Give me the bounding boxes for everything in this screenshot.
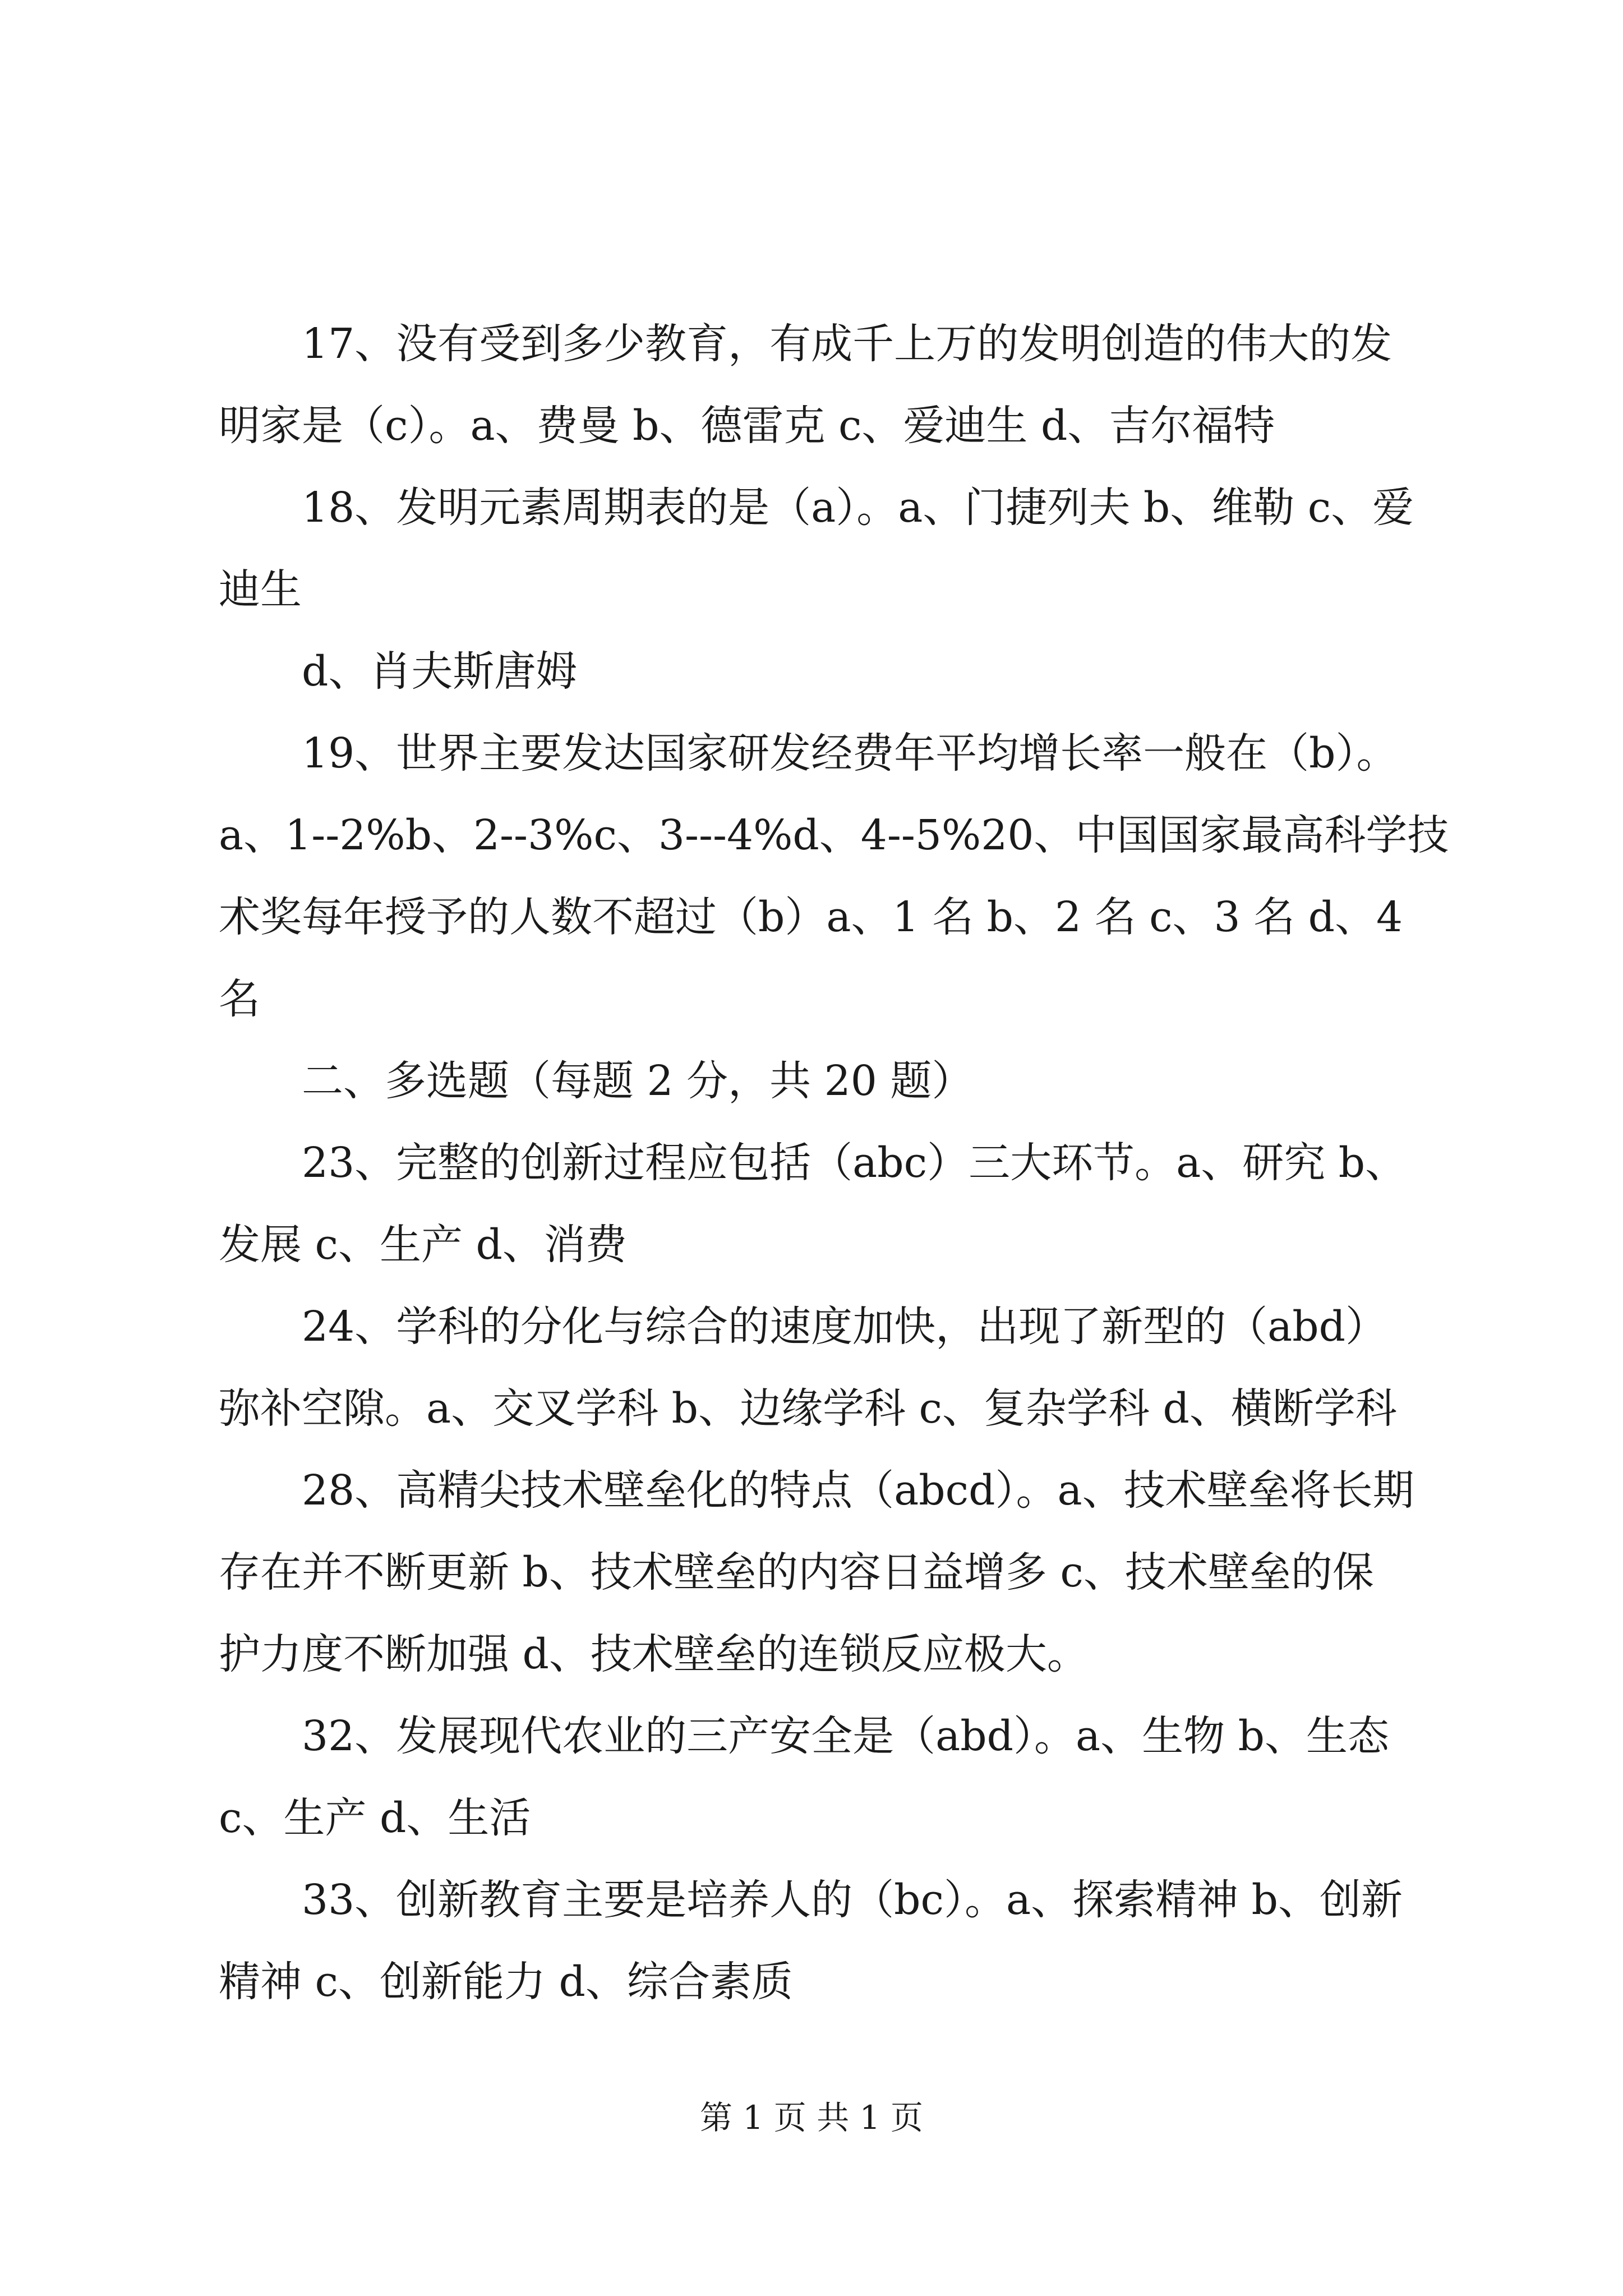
text-line: 32、发展现代农业的三产安全是（abd）。a、生物 b、生态: [302, 1712, 1390, 1760]
text-line: 存在并不断更新 b、技术壁垒的内容日益增多 c、技术壁垒的保: [219, 1548, 1374, 1596]
text-line: 17、没有受到多少教育，有成千上万的发明创造的伟大的发: [302, 320, 1393, 368]
page-footer: 第 1 页 共 1 页: [700, 2099, 923, 2137]
text-line: 二、多选题（每题 2 分，共 20 题）: [302, 1057, 974, 1105]
text-line: 迪生: [219, 565, 302, 614]
text-line: 术奖每年授予的人数不超过（b）a、1 名 b、2 名 c、3 名 d、4: [219, 893, 1403, 941]
text-line: 18、发明元素周期表的是（a）。a、门捷列夫 b、维勒 c、爱: [302, 484, 1414, 532]
text-line: 护力度不断加强 d、技术壁垒的连锁反应极大。: [219, 1630, 1089, 1678]
document-body: [219, 303, 1449, 2023]
text-line: 精神 c、创新能力 d、综合素质: [219, 1958, 793, 2006]
text-line: a、1--2%b、2--3%c、3---4%d、4--5%20、中国国家最高科学技: [219, 811, 1449, 859]
text-line: 28、高精尖技术壁垒化的特点（abcd）。a、技术壁垒将长期: [302, 1466, 1414, 1515]
text-line: 33、创新教育主要是培养人的（bc）。a、探索精神 b、创新: [302, 1876, 1403, 1924]
text-line: 明家是（c）。a、费曼 b、德雷克 c、爱迪生 d、吉尔福特: [219, 402, 1275, 450]
text-line: 24、学科的分化与综合的速度加快，出现了新型的（abd）: [302, 1303, 1387, 1351]
text-line: c、生产 d、生活: [219, 1794, 531, 1842]
text-line: d、肖夫斯唐姆: [302, 647, 578, 696]
text-line: 弥补空隙。a、交叉学科 b、边缘学科 c、复杂学科 d、横断学科: [219, 1384, 1397, 1433]
text-line: 23、完整的创新过程应包括（abc）三大环节。a、研究 b、: [302, 1139, 1407, 1187]
text-line: 19、世界主要发达国家研发经费年平均增长率一般在（b）。: [302, 729, 1398, 777]
text-line: 发展 c、生产 d、消费: [219, 1221, 627, 1269]
text-line: 名: [219, 975, 260, 1023]
